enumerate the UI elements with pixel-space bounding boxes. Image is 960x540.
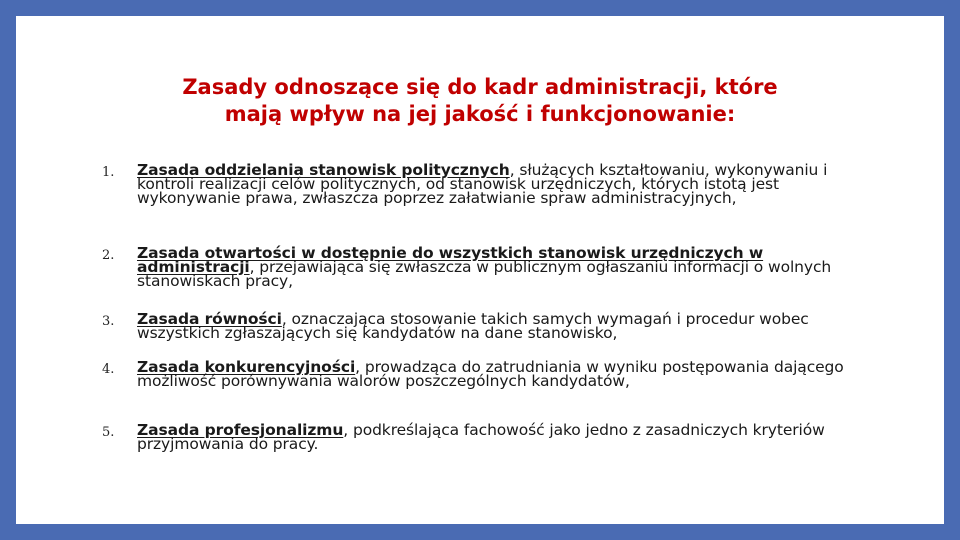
item-text	[137, 163, 857, 205]
slide-title-line1: Zasady odnoszące się do kadr administracji, które	[182, 75, 778, 99]
item-text	[137, 360, 857, 388]
principles-list	[16, 16, 944, 524]
item-heading: Zasada profesjonalizmu	[137, 421, 344, 439]
item-description: , przejawiająca się zwłaszcza w publicznym ogłaszaniu informacji o wolnych stanowiskach pracy,	[137, 258, 832, 290]
item-description: , prowadząca do zatrudniania w wyniku postępowania dającego możliwość porównywania walorów poszczególnych kandydatów,	[137, 358, 844, 390]
slide-title-line2: mają wpływ na jej jakość i funkcjonowanie:	[224, 102, 736, 126]
item-text	[137, 246, 857, 288]
item-number: 4.	[102, 362, 115, 377]
item-number: 3.	[102, 314, 115, 329]
item-text	[137, 312, 857, 340]
item-heading: Zasada konkurencyjności	[137, 358, 356, 376]
item-heading: Zasada oddzielania stanowisk politycznych	[137, 161, 510, 179]
item-description: , oznaczająca stosowanie takich samych wymagań i procedur wobec wszystkich zgłaszających się kandydatów na dane stanowisko,	[137, 310, 809, 342]
item-number: 5.	[102, 425, 115, 440]
item-heading: Zasada równości	[137, 310, 282, 328]
item-description: , służących kształtowaniu, wykonywaniu i kontroli realizacji celów politycznych, od stanowisk urzędniczych, których istotą jest wykonywanie prawa, zwłaszcza poprzez załatwianie spraw administracyjnych,	[137, 161, 828, 207]
slide	[16, 16, 944, 524]
item-number: 1.	[102, 165, 115, 180]
item-number: 2.	[102, 248, 115, 263]
item-description: , podkreślająca fachowość jako jedno z zasadniczych kryteriów przyjmowania do pracy.	[137, 421, 825, 453]
item-heading: Zasada otwartości w dostępnie do wszystkich stanowisk urzędniczych w administracji	[137, 244, 764, 276]
item-text	[137, 423, 857, 451]
